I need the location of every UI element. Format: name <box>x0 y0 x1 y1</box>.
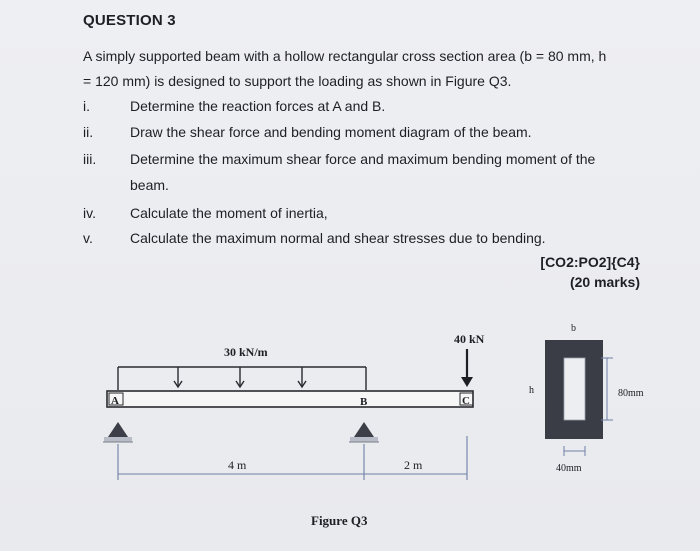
dim-bc-label: 2 m <box>404 458 423 472</box>
intro-line-2: = 120 mm) is designed to support the loading as shown in Figure Q3. <box>83 73 512 89</box>
point-load-label: 40 kN <box>454 332 485 346</box>
support-a-triangle <box>108 422 128 437</box>
figure-caption: Figure Q3 <box>311 513 368 528</box>
section-inner-width-label: 40mm <box>556 463 582 474</box>
question-heading: QUESTION 3 <box>83 12 176 29</box>
task-text: Draw the shear force and bending moment diagram of the beam. <box>130 124 532 140</box>
beam <box>107 391 473 407</box>
dim-ab-label: 4 m <box>228 458 247 472</box>
point-c-label: C <box>462 395 470 407</box>
support-b-triangle <box>354 422 374 437</box>
section-inner-height-label: 80mm <box>618 388 644 399</box>
task-number: iv. <box>83 205 96 221</box>
marks-count: (20 marks) <box>569 274 640 290</box>
point-load-arrow <box>461 349 473 387</box>
udl-label: 30 kN/m <box>224 345 268 359</box>
support-a-pin <box>103 422 133 442</box>
task-number: iii. <box>83 151 97 167</box>
distributed-load <box>118 367 366 390</box>
section-h-label: h <box>529 385 534 396</box>
support-a-ground <box>104 437 132 442</box>
point-load-head <box>461 377 473 387</box>
support-b-pin <box>349 422 379 442</box>
course-outcome-code: [CO2:PO2]{C4} <box>540 254 640 270</box>
task-text: Determine the reaction forces at A and B. <box>130 98 386 114</box>
task-text: Calculate the moment of inertia, <box>130 205 328 221</box>
cross-section <box>545 340 613 456</box>
task-text: Determine the maximum shear force and maximum bending moment of the <box>130 151 596 167</box>
task-number: i. <box>83 98 90 114</box>
section-b-label: b <box>571 323 576 334</box>
point-a-label: A <box>111 395 119 407</box>
section-hollow <box>564 358 585 420</box>
point-b-label: B <box>360 396 368 408</box>
task-text: Calculate the maximum normal and shear stresses due to bending. <box>130 230 546 246</box>
support-b-ground <box>350 437 378 442</box>
task-number: v. <box>83 230 93 246</box>
intro-line-1: A simply supported beam with a hollow rectangular cross section area (b = 80 mm, h <box>83 48 607 64</box>
task-number: ii. <box>83 124 94 140</box>
task-text: beam. <box>130 177 169 193</box>
